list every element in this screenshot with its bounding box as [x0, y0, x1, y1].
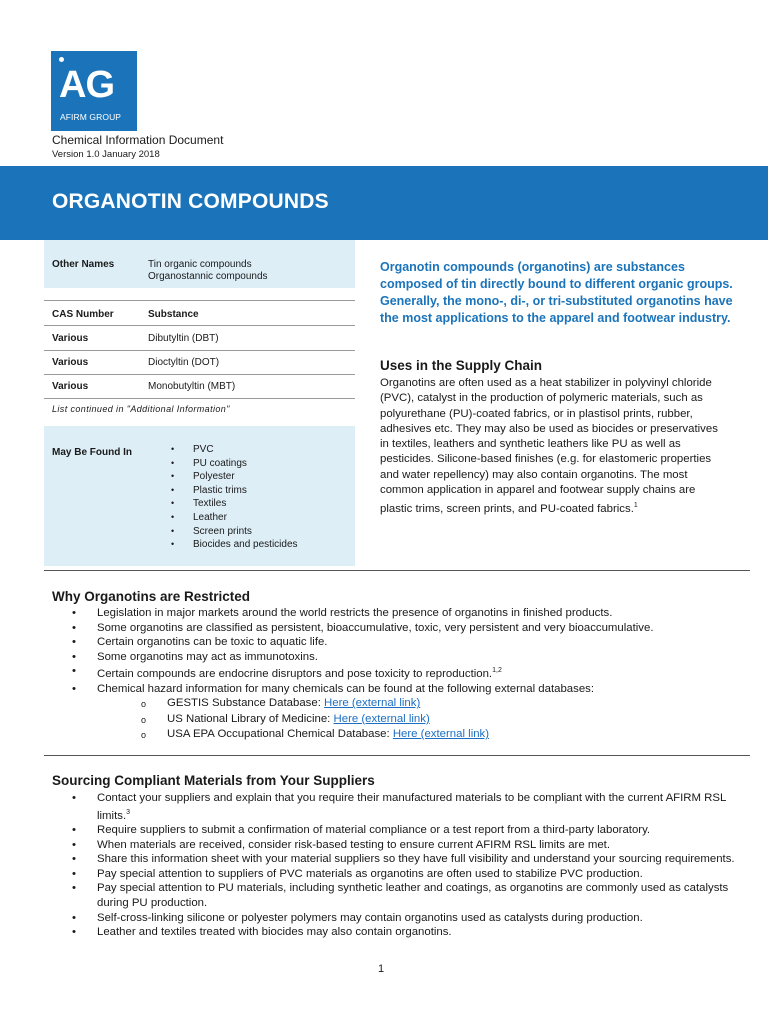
- list-item: • Pay special attention to PU materials, including synthetic leather and coatings, as organotins are commonly used as catalysts during PU production.: [52, 881, 742, 910]
- table-row-cas: Various: [52, 357, 89, 368]
- found-in-list: [168, 443, 298, 552]
- database-item: [97, 727, 742, 742]
- footnote-ref: 1,2: [492, 667, 502, 675]
- list-item: • Leather and textiles treated with biocides may also contain organotins.: [52, 925, 742, 940]
- table-row-substance: Dibutyltin (DBT): [148, 333, 219, 344]
- uses-text: Organotins are often used as a heat stabilizer in polyvinyl chloride (PVC), catalyst in the production of polymeric materials, such as polyurethane (PU)-coated fabrics, or in plastisol prints, rubber, adhesives etc. They may also be used as biocides or preservatives in textiles, leathers and synthetic leathers like PU as well as pesticides. Silicone-based finishes (e.g. for elastomeric properties and water repellency) may also contain organotins. The most common application in apparel and footwear supply chains are plastic trims, screen prints, and PU-coated fabrics.: [380, 377, 718, 516]
- section-divider: [44, 755, 750, 756]
- epa-link[interactable]: Here (external link): [392, 728, 490, 741]
- table-rule: [44, 374, 355, 375]
- other-name-2: Organostannic compounds: [148, 271, 268, 282]
- list-item: [52, 664, 742, 681]
- list-item: [52, 791, 742, 823]
- gestis-link[interactable]: Here (external link): [324, 697, 421, 710]
- list-item: • Self-cross-linking silicone or polyester polymers may contain organotins used as catalysts during production.: [52, 911, 742, 926]
- table-rule: [44, 325, 355, 326]
- database-name: USA EPA Occupational Chemical Database:: [167, 728, 390, 741]
- nlm-link[interactable]: Here (external link): [333, 712, 430, 725]
- table-rule: [44, 398, 355, 399]
- list-item: • Legislation in major markets around the world restricts the presence of organotins in finished products.: [52, 606, 742, 621]
- list-item: [52, 682, 742, 743]
- other-name-1: Tin organic compounds: [148, 259, 252, 270]
- uses-paragraph: [380, 376, 726, 517]
- sourcing-list: [52, 791, 742, 940]
- database-list: [97, 696, 742, 742]
- list-item: • PVC: [168, 443, 298, 457]
- database-item: [97, 712, 742, 727]
- cas-header: CAS Number: [52, 309, 114, 320]
- list-item: • When materials are received, consider risk-based testing to ensure current AFIRM RSL limits are met.: [52, 838, 742, 853]
- document-version: Version 1.0 January 2018: [52, 149, 160, 160]
- footnote-ref: 1: [633, 502, 638, 510]
- list-item: • Share this information sheet with your material suppliers so they have full visibility and understand your sourcing requirements.: [52, 852, 742, 867]
- substance-header: Substance: [148, 309, 199, 320]
- page-number: 1: [378, 963, 385, 975]
- table-row-cas: Various: [52, 333, 89, 344]
- title-banner: [0, 166, 768, 240]
- list-item: • Screen prints: [168, 525, 298, 539]
- logo-mark: AG: [59, 64, 114, 106]
- list-item: • Leather: [168, 511, 298, 525]
- page-title: ORGANOTIN COMPOUNDS: [52, 190, 329, 213]
- list-item: • PU coatings: [168, 457, 298, 471]
- table-row-cas: Various: [52, 381, 89, 392]
- found-in-label: May Be Found In: [52, 447, 132, 458]
- table-row-substance: Dioctyltin (DOT): [148, 357, 220, 368]
- database-item: [97, 696, 742, 711]
- afirm-logo: [51, 51, 137, 131]
- list-item-text: Certain compounds are endocrine disruptors and pose toxicity to reproduction.: [97, 668, 493, 681]
- list-item: • Plastic trims: [168, 484, 298, 498]
- list-continued-note: List continued in "Additional Information": [52, 404, 230, 414]
- restricted-heading: Why Organotins are Restricted: [52, 589, 251, 604]
- logo-dot-icon: [59, 57, 64, 62]
- list-item: • Certain organotins can be toxic to aquatic life.: [52, 635, 742, 650]
- list-item: • Some organotins are classified as persistent, bioaccumulative, toxic, very persistent and very bioaccumulative.: [52, 621, 742, 636]
- database-name: US National Library of Medicine:: [167, 712, 331, 725]
- intro-summary: Organotin compounds (organotins) are substances composed of tin directly bound to different organic groups. Generally, the mono-, di-, or tri-substituted organotins have the most applications to the apparel and footwear industry.: [380, 260, 733, 325]
- other-names-label: Other Names: [52, 259, 115, 270]
- uses-heading: Uses in the Supply Chain: [380, 358, 543, 373]
- table-rule: [44, 350, 355, 351]
- list-item: • Polyester: [168, 470, 298, 484]
- list-item: • Textiles: [168, 497, 298, 511]
- database-name: GESTIS Substance Database:: [167, 697, 321, 710]
- logo-group-text: AFIRM GROUP: [60, 112, 122, 122]
- list-item: • Pay special attention to suppliers of PVC materials as organotins are often used to stabilize PVC production.: [52, 867, 742, 882]
- list-item: • Biocides and pesticides: [168, 538, 298, 552]
- sourcing-heading: Sourcing Compliant Materials from Your Suppliers: [52, 773, 375, 788]
- table-top-rule: [44, 300, 355, 301]
- restricted-list: [52, 606, 742, 743]
- databases-intro: Chemical hazard information for many chemicals can be found at the following external databases:: [97, 682, 595, 695]
- list-item: • Some organotins may act as immunotoxins.: [52, 650, 742, 665]
- footnote-ref: 3: [126, 808, 131, 816]
- document-type: Chemical Information Document: [52, 133, 224, 147]
- list-item: • Require suppliers to submit a confirmation of material compliance or a test report from a third-party laboratory.: [52, 823, 742, 838]
- list-item-text: Contact your suppliers and explain that you require their manufactured materials to be compliant with the current AFIRM RSL limits.: [97, 792, 726, 822]
- table-row-substance: Monobutyltin (MBT): [148, 381, 236, 392]
- section-divider: [44, 570, 750, 571]
